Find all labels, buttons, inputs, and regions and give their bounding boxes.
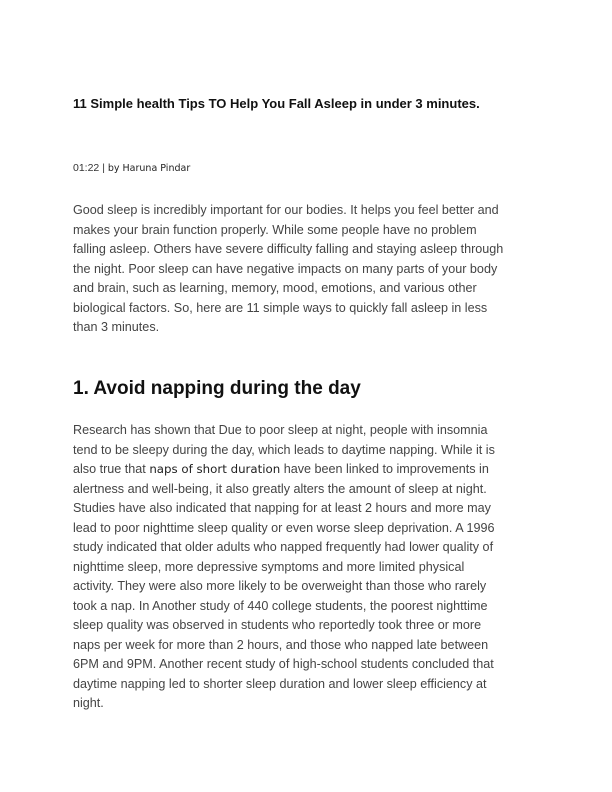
article-title: 11 Simple health Tips TO Help You Fall Asleep in under 3 minutes. bbox=[73, 96, 480, 111]
article-meta bbox=[73, 162, 190, 174]
section-paragraph bbox=[73, 421, 495, 714]
text-line: than 3 minutes. bbox=[73, 320, 160, 334]
text-line: took a nap. In Another study of 440 college students, the poorest nighttime bbox=[73, 598, 488, 613]
text-line: tend to be sleepy during the day, which leads to daytime napping. While it is bbox=[73, 442, 495, 457]
text-line: Good sleep is incredibly important for our bodies. It helps you feel better and bbox=[73, 203, 499, 217]
meta-separator: | bbox=[102, 162, 105, 174]
text-line: nighttime sleep, more depressive symptoms and more limited physical bbox=[73, 559, 465, 574]
text-line: night. bbox=[73, 696, 104, 710]
text-line: alertness and well-being, it also greatly alters the amount of sleep at night. bbox=[73, 481, 487, 496]
publish-time: 01:22 bbox=[73, 162, 100, 174]
text-line: and brain, such as learning, memory, mood, emotions, and various other bbox=[73, 281, 477, 295]
text-segment: also true that bbox=[73, 462, 150, 476]
text-line: study indicated that older adults who napped frequently had lower quality of bbox=[73, 540, 494, 554]
text-line: lead to poor nighttime sleep quality or even worse sleep deprivation. A 1996 bbox=[73, 520, 495, 535]
text-line: the night. Poor sleep can have negative impacts on many parts of your body bbox=[73, 261, 498, 276]
text-line: Research has shown that Due to poor sleep at night, people with insomnia bbox=[73, 423, 488, 437]
author-byline[interactable]: by Haruna Pindar bbox=[107, 163, 191, 174]
text-line: naps per week for more than 2 hours, and those who napped late between bbox=[73, 637, 489, 652]
text-line: makes your brain function properly. While some people have no problem bbox=[73, 222, 477, 237]
text-line: 6PM and 9PM. Another recent study of high-school students concluded that bbox=[73, 657, 494, 671]
text-line: falling asleep. Others have severe difficulty falling and staying asleep through bbox=[73, 242, 504, 256]
intro-paragraph bbox=[73, 201, 503, 338]
text-line: activity. They were also more likely to be overweight than those who rarely bbox=[73, 579, 487, 593]
text-line: sleep quality was observed in students who reportedly took three or more bbox=[73, 618, 482, 632]
text-segment: have been linked to improvements in bbox=[280, 462, 489, 476]
text-line: Studies have also indicated that napping for at least 2 hours and more may bbox=[73, 501, 491, 515]
naps-short-duration-link[interactable]: naps of short duration bbox=[149, 462, 281, 476]
text-line: biological factors. So, here are 11 simple ways to quickly fall asleep in less bbox=[73, 300, 488, 315]
text-line bbox=[73, 460, 495, 480]
section-heading: 1. Avoid napping during the day bbox=[73, 378, 361, 399]
text-line: daytime napping led to shorter sleep duration and lower sleep efficiency at bbox=[73, 676, 487, 691]
